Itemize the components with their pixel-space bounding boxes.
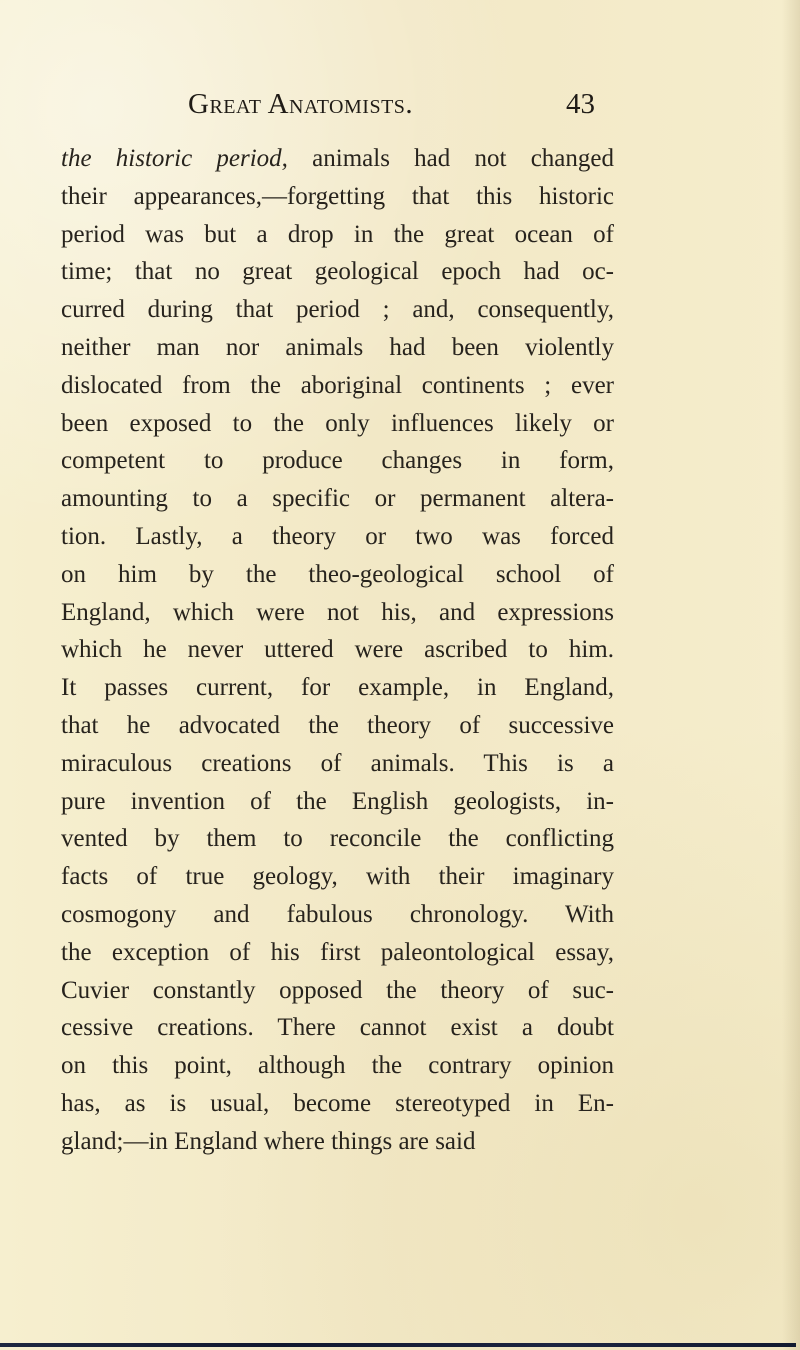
- text-line-18: pure invention of the English geologists, in-: [61, 787, 614, 815]
- italic-phrase: the historic period,: [61, 145, 288, 172]
- text-line-2: their appearances,—forgetting that this historic: [61, 182, 614, 210]
- text-line-11: tion. Lastly, a theory or two was forced: [61, 522, 614, 550]
- text-line-7: dislocated from the aboriginal continents ; ever: [61, 371, 614, 399]
- bottom-edge-rule: [0, 1343, 796, 1347]
- text-line-20: facts of true geology, with their imaginary: [61, 863, 614, 891]
- running-head: Great Anatomists.: [188, 88, 414, 120]
- text-line-24: cessive creations. There cannot exist a doubt: [61, 1014, 614, 1042]
- text-line-1: [61, 140, 614, 178]
- text-line-22: the exception of his first paleontological essay,: [61, 938, 614, 966]
- text-line-12: on him by the theo-geological school of: [61, 560, 614, 588]
- text-line-21: cosmogony and fabulous chronology. With: [61, 900, 614, 928]
- text-line-26: has, as is usual, become stereotyped in En-: [61, 1089, 614, 1117]
- text-line-8: been exposed to the only influences likely or: [61, 409, 614, 437]
- text-line-17: miraculous creations of animals. This is a: [61, 749, 614, 777]
- text-line-5: curred during that period ; and, consequently,: [61, 296, 614, 324]
- text-line-13: England, which were not his, and expressions: [61, 598, 614, 626]
- text-line-9: competent to produce changes in form,: [61, 447, 614, 475]
- text-line-10: amounting to a specific or permanent altera-: [61, 485, 614, 513]
- text-line-15: It passes current, for example, in England,: [61, 674, 614, 702]
- text-line-16: that he advocated the theory of successive: [61, 711, 614, 739]
- text-line-25: on this point, although the contrary opinion: [61, 1052, 614, 1080]
- text-line-4: time; that no great geological epoch had oc-: [61, 258, 614, 286]
- page-header: [188, 88, 628, 124]
- text-line-1-rest: animals had not changed: [287, 145, 614, 172]
- text-line-6: neither man nor animals had been violently: [61, 333, 614, 361]
- page-number: 43: [566, 88, 595, 120]
- body-text: [61, 140, 614, 1161]
- text-line-23: Cuvier constantly opposed the theory of suc-: [61, 976, 614, 1004]
- text-line-3: period was but a drop in the great ocean of: [61, 220, 614, 248]
- text-line-14: which he never uttered were ascribed to him.: [61, 636, 614, 664]
- text-line-27: gland;—in England where things are said: [61, 1127, 476, 1155]
- page-edge-shadow: [782, 0, 800, 1350]
- text-line-19: vented by them to reconcile the conflicting: [61, 825, 614, 853]
